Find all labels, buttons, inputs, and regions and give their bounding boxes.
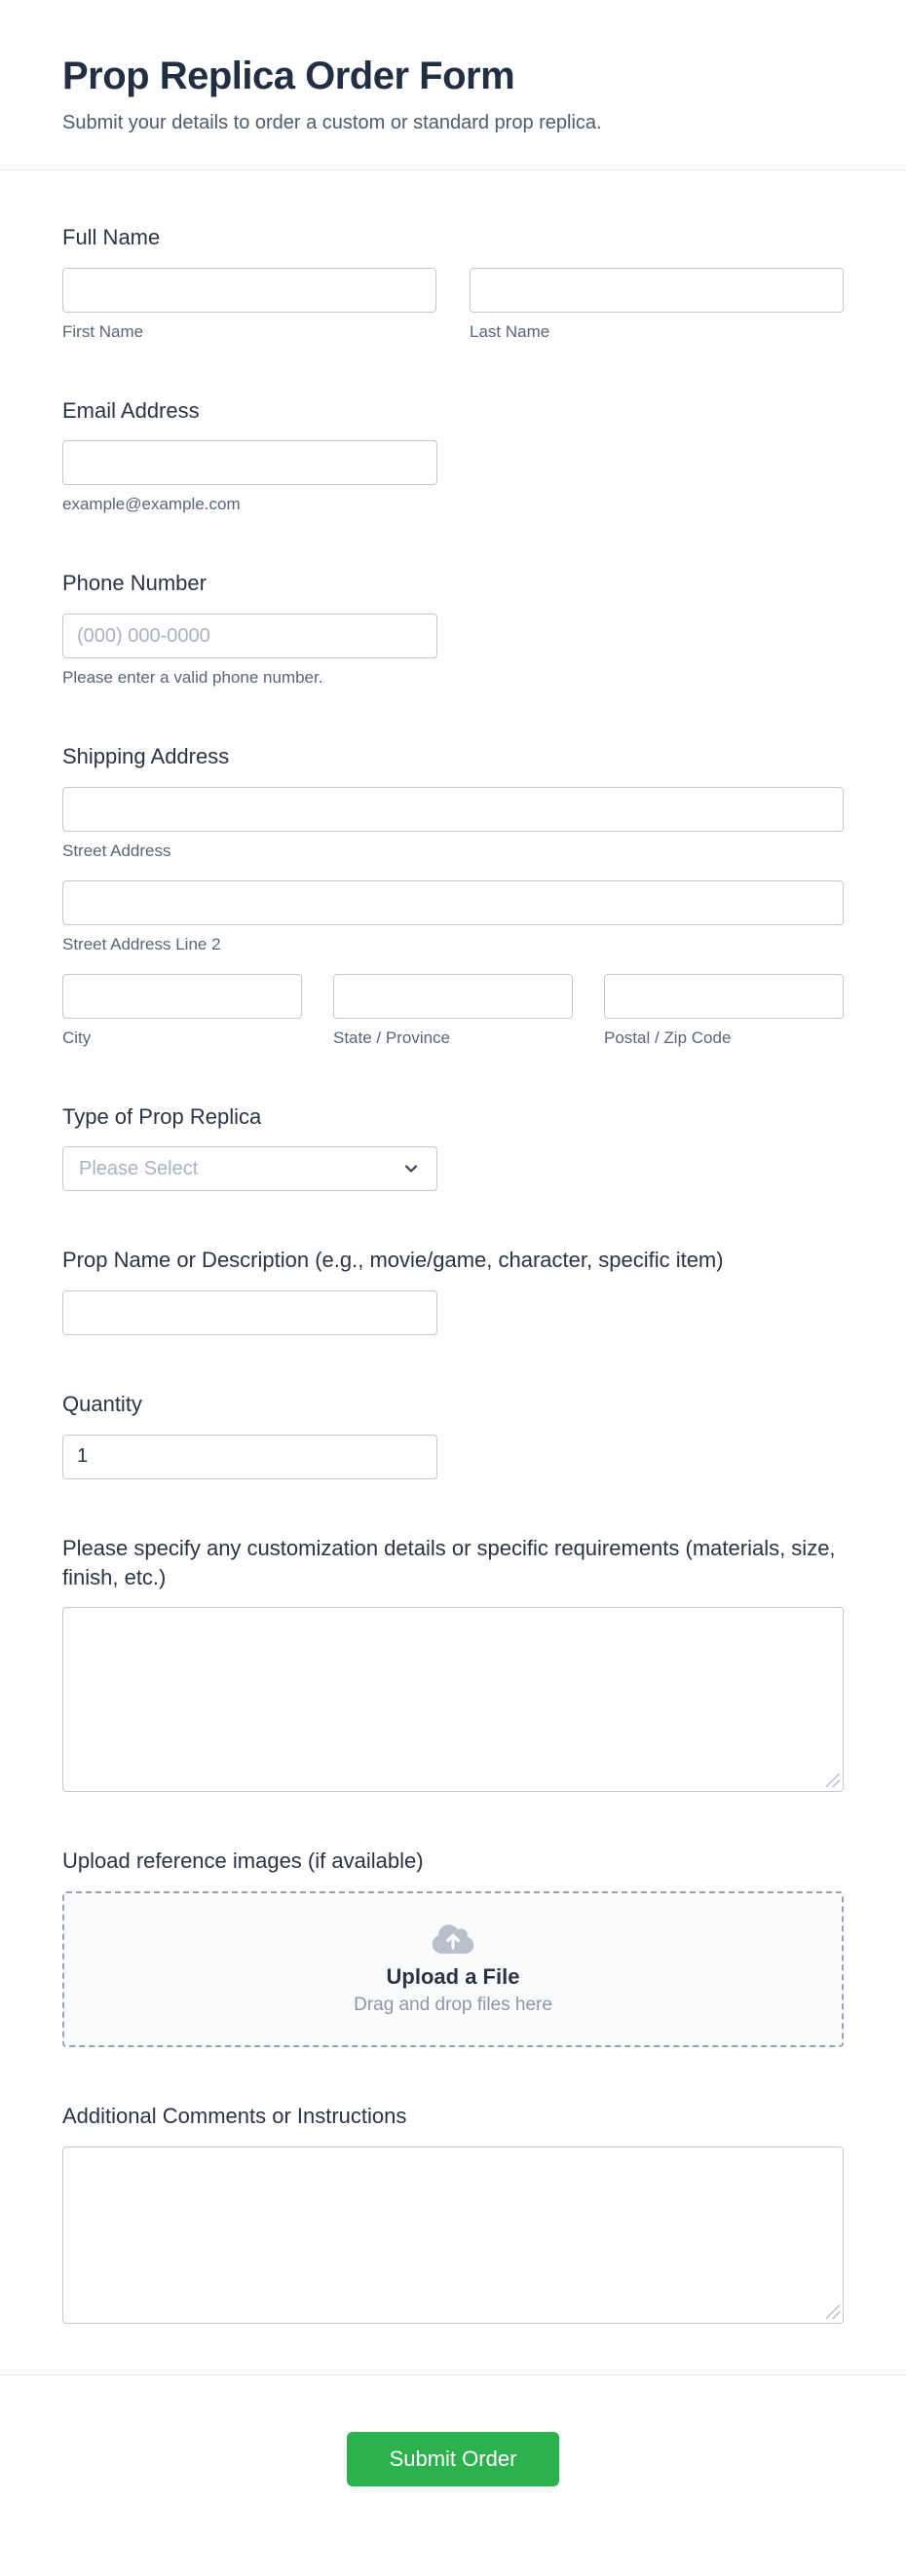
email-sublabel: example@example.com [62, 495, 241, 514]
street-address-sublabel: Street Address [62, 840, 171, 860]
last-name-sublabel: Last Name [470, 321, 550, 341]
zip-sublabel: Postal / Zip Code [604, 1027, 732, 1047]
email-label: Email Address [62, 397, 200, 423]
full-name-label: Full Name [62, 225, 161, 249]
field-prop-type [62, 1102, 844, 1192]
phone-input[interactable] [62, 614, 437, 658]
shipping-label: Shipping Address [62, 744, 230, 769]
prop-type-select[interactable] [62, 1146, 437, 1191]
street-address-input[interactable] [62, 787, 844, 832]
prop-type-label: Type of Prop Replica [62, 1103, 262, 1129]
field-prop-name [62, 1246, 844, 1335]
phone-sublabel: Please enter a valid phone number. [62, 668, 323, 688]
submit-area [0, 2374, 906, 2576]
customization-label: Please specify any customization details or specific requirements (materials, size, finish, etc.) [62, 1535, 836, 1589]
comments-textarea[interactable] [62, 2147, 844, 2324]
prop-type-placeholder: Please Select [79, 1157, 199, 1179]
field-customization [62, 1534, 844, 1792]
prop-name-label: Prop Name or Description (e.g., movie/game, character, specific item) [62, 1248, 724, 1273]
form-header [0, 0, 906, 169]
upload-label: Upload reference images (if available) [62, 1848, 424, 1874]
field-upload [62, 1847, 844, 2047]
first-name-input[interactable] [62, 268, 436, 313]
city-input[interactable] [62, 974, 302, 1019]
zip-input[interactable] [604, 974, 844, 1019]
chevron-down-icon [401, 1159, 421, 1178]
phone-label: Phone Number [62, 571, 207, 596]
street-address2-input[interactable] [62, 880, 844, 925]
upload-hint: Drag and drop files here [354, 1994, 552, 2015]
page-subtitle: Submit your details to order a custom or standard prop replica. [62, 112, 602, 133]
submit-order-button[interactable]: Submit Order [347, 2432, 560, 2486]
field-full-name [62, 223, 844, 342]
upload-button-text: Upload a File [386, 1963, 520, 1989]
prop-name-input[interactable] [62, 1290, 437, 1335]
page-title: Prop Replica Order Form [62, 55, 515, 97]
first-name-sublabel: First Name [62, 321, 144, 341]
state-input[interactable] [333, 974, 573, 1019]
file-upload-dropzone[interactable] [62, 1891, 844, 2047]
field-shipping-address [62, 742, 844, 1048]
field-quantity [62, 1390, 844, 1479]
customization-textarea[interactable] [62, 1607, 844, 1792]
comments-label: Additional Comments or Instructions [62, 2103, 407, 2128]
street-address2-sublabel: Street Address Line 2 [62, 934, 221, 953]
email-input[interactable] [62, 440, 437, 485]
cloud-upload-icon [431, 1923, 475, 1956]
quantity-input[interactable] [62, 1435, 437, 1479]
field-comments [62, 2102, 844, 2324]
last-name-input[interactable] [470, 268, 844, 313]
field-phone [62, 569, 844, 688]
quantity-label: Quantity [62, 1392, 142, 1417]
city-sublabel: City [62, 1027, 92, 1047]
order-form [0, 170, 906, 2374]
field-email [62, 396, 844, 515]
state-sublabel: State / Province [333, 1027, 451, 1047]
